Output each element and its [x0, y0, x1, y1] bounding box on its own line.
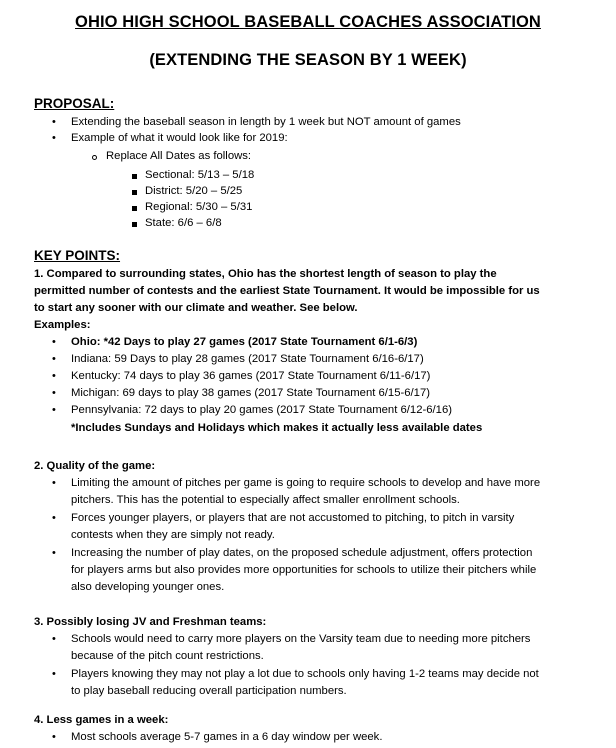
point2-heading: 2. Quality of the game:: [34, 460, 156, 472]
bullet-icon: •: [52, 132, 56, 144]
bullet-icon: •: [52, 633, 56, 645]
point2-line: Increasing the number of play dates, on the proposed schedule adjustment, offers protection: [71, 547, 533, 559]
point4-heading: 4. Less games in a week:: [34, 714, 169, 726]
bullet-icon: •: [52, 387, 56, 399]
point2-line: contests when they are simply not ready.: [71, 529, 275, 541]
key-points-heading: KEY POINTS:: [34, 248, 121, 263]
example-item: Kentucky: 74 days to play 36 games (2017 State Tournament 6/11-6/17): [71, 370, 431, 382]
square-bullet-icon: [132, 174, 137, 179]
example-item: Pennsylvania: 72 days to play 20 games (2017 State Tournament 6/12-6/16): [71, 404, 452, 416]
proposal-item: Example of what it would look like for 2019:: [71, 132, 288, 144]
example-item: Ohio: *42 Days to play 27 games (2017 State Tournament 6/1-6/3): [71, 336, 418, 348]
point3-heading: 3. Possibly losing JV and Freshman teams:: [34, 616, 267, 628]
bullet-icon: •: [52, 477, 56, 489]
point2-line: for players arms but also provides more opportunities for schools to utilize their pitchers while: [71, 564, 537, 576]
example-item: Indiana: 59 Days to play 28 games (2017 State Tournament 6/16-6/17): [71, 353, 424, 365]
point3-line: to play baseball reducing overall participation numbers.: [71, 685, 347, 697]
date-item: State: 6/6 – 6/8: [145, 217, 222, 229]
point2-line: Forces younger players, or players that are not accustomed to pitching, to pitch in varsity: [71, 512, 515, 524]
point1-line: 1. Compared to surrounding states, Ohio has the shortest length of season to play the: [34, 268, 497, 280]
point3-line: Players knowing they may not play a lot due to schools only having 1-2 teams may decide not: [71, 668, 539, 680]
date-item: District: 5/20 – 5/25: [145, 185, 243, 197]
examples-label: Examples:: [34, 319, 91, 331]
bullet-icon: •: [52, 512, 56, 524]
square-bullet-icon: [132, 222, 137, 227]
circle-bullet-icon: [92, 155, 97, 160]
point4-line: Most schools average 5-7 games in a 6 day window per week.: [71, 731, 383, 743]
bullet-icon: •: [52, 353, 56, 365]
point1-line: to start any sooner with our climate and weather. See below.: [34, 302, 358, 314]
proposal-item: Extending the baseball season in length by 1 week but NOT amount of games: [71, 116, 461, 128]
point2-line: Limiting the amount of pitches per game is going to require schools to develop and have more: [71, 477, 541, 489]
bullet-icon: •: [52, 404, 56, 416]
point3-line: Schools would need to carry more players on the Varsity team due to needing more pitchers: [71, 633, 531, 645]
point2-line: also developing younger ones.: [71, 581, 225, 593]
bullet-icon: •: [52, 116, 56, 128]
example-item: Michigan: 69 days to play 38 games (2017 State Tournament 6/15-6/17): [71, 387, 431, 399]
document-subtitle: (EXTENDING THE SEASON BY 1 WEEK): [149, 51, 467, 69]
bullet-icon: •: [52, 668, 56, 680]
bullet-icon: •: [52, 731, 56, 743]
bullet-icon: •: [52, 547, 56, 559]
square-bullet-icon: [132, 190, 137, 195]
proposal-sub-item: Replace All Dates as follows:: [106, 150, 252, 162]
bullet-icon: •: [52, 336, 56, 348]
date-item: Sectional: 5/13 – 5/18: [145, 169, 255, 181]
document-title: OHIO HIGH SCHOOL BASEBALL COACHES ASSOCIATION: [75, 13, 541, 31]
note-text: *Includes Sundays and Holidays which makes it actually less available dates: [71, 422, 483, 434]
point3-line: because of the pitch count restrictions.: [71, 650, 264, 662]
proposal-heading: PROPOSAL:: [34, 96, 115, 111]
point1-line: permitted number of contests and the earliest State Tournament. It would be impossible for us: [34, 285, 540, 297]
square-bullet-icon: [132, 206, 137, 211]
point2-line: pitchers. This has the potential to especially affect smaller enrollment schools.: [71, 494, 460, 506]
bullet-icon: •: [52, 370, 56, 382]
date-item: Regional: 5/30 – 5/31: [145, 201, 253, 213]
